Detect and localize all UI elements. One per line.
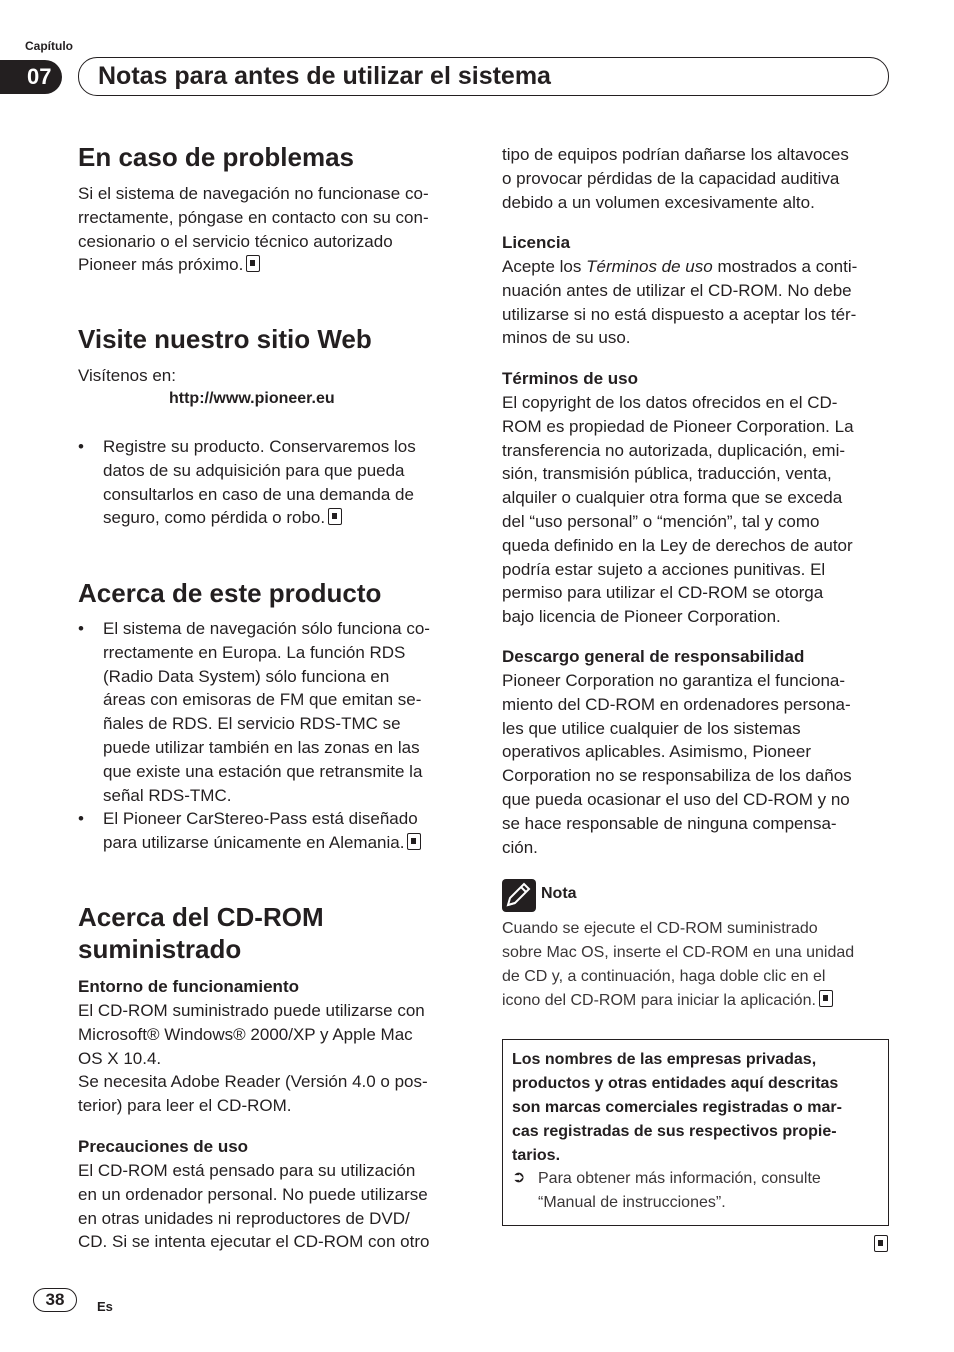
text-line-content: Pioneer más próximo. — [78, 255, 244, 275]
section-heading-problems: En caso de problemas — [78, 142, 354, 172]
section-heading-product: Acerca de este producto — [78, 578, 382, 608]
bullet-dot: • — [78, 437, 84, 456]
bullet-text — [78, 435, 468, 530]
precautions-paragraph — [78, 1159, 470, 1254]
text-line: tipo de equipos podrían dañarse los altavoces — [502, 145, 849, 164]
text-line: El Pioneer CarStereo-Pass está diseñado — [103, 809, 418, 828]
language-code: Es — [97, 1299, 113, 1314]
text-line: Si el sistema de navegación no funcionase co- — [78, 184, 429, 203]
text-line: tarios. — [512, 1147, 561, 1164]
section-heading-cdrom — [78, 901, 324, 965]
text-line: “Manual de instrucciones”. — [538, 1194, 726, 1211]
continued-paragraph — [502, 143, 894, 214]
end-mark-icon — [874, 1235, 888, 1252]
text-line: minos de su uso. — [502, 328, 631, 348]
text-line: terior) para leer el CD-ROM. — [78, 1096, 292, 1116]
text-line: cesionario o el servicio técnico autorizado — [78, 231, 393, 251]
text-line: del “uso personal” o “mención”, tal y como — [502, 511, 820, 531]
text-line: podría estar sujeto a acciones punitivas. El — [502, 559, 826, 579]
text-line: transferencia no autorizada, duplicación, emi- — [502, 440, 846, 460]
text-line: en otras unidades ni reproductores de DVD/ — [78, 1208, 410, 1228]
bullet-dot: • — [78, 809, 84, 828]
text-line: que existe una estación que retransmite la — [103, 761, 423, 781]
note-text — [502, 917, 894, 1013]
text-line: Los nombres de las empresas privadas, — [512, 1051, 817, 1068]
end-mark-icon — [328, 508, 342, 525]
chapter-title: Notas para antes de utilizar el sistema — [98, 62, 551, 90]
website-intro: Visítenos en: — [78, 366, 176, 385]
text-line: áreas con emisoras de FM que emitan se- — [103, 690, 422, 710]
text-line-content: seguro, como pérdida o robo. — [103, 508, 326, 528]
text-line: se hace responsable de ninguna compensa- — [502, 813, 837, 833]
text-line: Pioneer Corporation no garantiza el funciona- — [502, 671, 846, 690]
text-line: Cuando se ejecute el CD-ROM suministrado — [502, 920, 818, 937]
bullet-dot: • — [78, 619, 84, 638]
text-line: datos de su adquisición para que pueda — [103, 460, 405, 480]
trademark-notice — [512, 1048, 884, 1168]
text-line: consultarlos en caso de una demanda de — [103, 484, 414, 504]
text-line: utilizarse si no está dispuesto a aceptar los tér- — [502, 304, 857, 324]
text-line: El sistema de navegación sólo funciona co- — [103, 619, 430, 638]
manual-reference — [538, 1167, 878, 1215]
text-line: debido a un volumen excesivamente alto. — [502, 192, 815, 212]
text-line: son marcas comerciales registradas o mar- — [512, 1099, 842, 1116]
text-line — [103, 831, 468, 855]
text-segment: Acepte los — [502, 257, 587, 276]
text-line: Microsoft® Windows® 2000/XP y Apple Mac — [78, 1024, 413, 1044]
text-line: en un ordenador personal. No puede utilizarse — [78, 1184, 428, 1204]
text-line: OS X 10.4. — [78, 1048, 162, 1068]
text-line: rrectamente, póngase en contacto con su con- — [78, 207, 429, 227]
text-line: El CD-ROM está pensado para su utilización — [78, 1161, 416, 1180]
environment-paragraph — [78, 999, 468, 1118]
text-line: permiso para utilizar el CD-ROM se otorga — [502, 583, 824, 603]
section-heading-website: Visite nuestro sitio Web — [78, 324, 372, 354]
bullet-text — [78, 807, 468, 855]
page-number: 38 — [33, 1288, 77, 1312]
text-line: El copyright de los datos ofrecidos en el CD- — [502, 393, 838, 412]
disclaimer-paragraph — [502, 669, 894, 859]
text-line: nuación antes de utilizar el CD-ROM. No debe — [502, 280, 852, 300]
heading-line: suministrado — [78, 934, 242, 964]
heading-line: Acerca del CD-ROM — [78, 902, 324, 932]
terms-paragraph — [502, 391, 894, 629]
text-line: Se necesita Adobe Reader (Versión 4.0 o pos- — [78, 1072, 428, 1092]
text-line: queda definido en la Ley de derechos de autor — [502, 535, 853, 555]
terms-italic: Términos de uso — [586, 257, 713, 276]
chapter-number-badge: 07 — [0, 60, 62, 94]
subheading-environment: Entorno de funcionamiento — [78, 977, 299, 996]
text-line — [78, 253, 468, 277]
text-line: CD. Si se intenta ejecutar el CD-ROM con otro — [78, 1232, 430, 1252]
text-line — [502, 255, 894, 279]
bullet-carstereo-pass — [78, 807, 468, 855]
arrow-icon: ➲ — [512, 1169, 526, 1186]
subheading-precautions: Precauciones de uso — [78, 1137, 249, 1156]
text-line: Corporation no se responsabiliza de los daños — [502, 766, 852, 786]
text-line: les que utilice cualquier de los sistemas — [502, 718, 801, 738]
subheading-disclaimer: Descargo general de responsabilidad — [502, 647, 805, 666]
text-line: ción. — [502, 837, 538, 857]
end-mark-icon — [407, 833, 421, 850]
text-line-content: para utilizarse únicamente en Alemania. — [103, 832, 405, 852]
text-line-content: icono del CD-ROM para iniciar la aplicación. — [502, 992, 816, 1009]
text-segment: mostrados a conti- — [712, 257, 858, 276]
problems-paragraph — [78, 182, 468, 277]
subheading-terms: Términos de uso — [502, 369, 639, 388]
pioneer-url-link[interactable]: http://www.pioneer.eu — [169, 390, 335, 407]
text-line: ROM es propiedad de Pioneer Corporation. La — [502, 416, 854, 436]
text-line: sión, transmisión pública, traducción, venta, — [502, 464, 832, 484]
text-line: miento del CD-ROM en ordenadores persona- — [502, 694, 851, 714]
text-line: alquiler o cualquier otra forma que se exceda — [502, 488, 843, 508]
text-line — [502, 989, 894, 1013]
text-line: (Radio Data System) sólo funciona en — [103, 666, 390, 686]
text-line: ñales de RDS. El servicio RDS-TMC se — [103, 714, 401, 734]
text-line: puede utilizar también en las zonas en las — [103, 737, 420, 757]
text-line: sobre Mac OS, inserte el CD-ROM en una unidad — [502, 944, 855, 961]
text-line: El CD-ROM suministrado puede utilizarse con — [78, 1001, 425, 1020]
end-mark-icon — [819, 990, 833, 1007]
text-line: o provocar pérdidas de la capacidad auditiva — [502, 168, 840, 188]
text-line: Para obtener más información, consulte — [538, 1170, 821, 1187]
bullet-text — [78, 617, 468, 807]
text-line: cas registradas de sus respectivos propie- — [512, 1123, 837, 1140]
end-mark-icon — [246, 255, 260, 272]
note-pencil-icon — [502, 879, 536, 912]
text-line: productos y otras entidades aquí descritas — [512, 1075, 839, 1092]
bullet-register-product — [78, 435, 468, 530]
subheading-license: Licencia — [502, 233, 571, 252]
text-line: bajo licencia de Pioneer Corporation. — [502, 607, 781, 627]
text-line — [103, 506, 468, 530]
text-line: señal RDS-TMC. — [103, 785, 232, 805]
bullet-navigation-europe — [78, 617, 468, 807]
text-line: que pueda ocasionar el uso del CD-ROM y no — [502, 789, 850, 809]
license-paragraph — [502, 255, 894, 350]
text-line: operativos aplicables. Asimismo, Pioneer — [502, 742, 811, 762]
note-label: Nota — [541, 885, 577, 902]
text-line: Registre su producto. Conservaremos los — [103, 437, 416, 456]
text-line: rrectamente en Europa. La función RDS — [103, 642, 406, 662]
text-line: de CD y, a continuación, haga doble clic en el — [502, 968, 826, 985]
chapter-label: Capítulo — [25, 39, 73, 53]
